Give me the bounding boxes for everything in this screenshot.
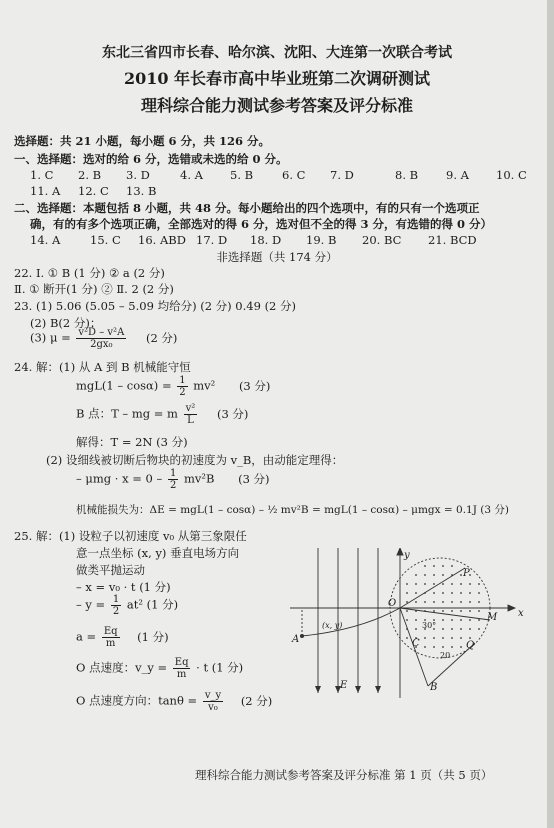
field-dot <box>451 619 453 621</box>
label-E: E <box>340 680 348 691</box>
answer-3: 3. D <box>126 168 150 182</box>
field-dot <box>469 628 471 630</box>
q25-eq3-left: a = <box>76 629 97 644</box>
chord-line <box>400 568 465 608</box>
chord-line <box>400 608 490 620</box>
q23-fraction <box>76 327 126 350</box>
answer-21: 21. BCD <box>428 233 477 247</box>
field-dot <box>460 574 462 576</box>
part2-title-a: 二、选择题：本题包括 8 小题，共 48 分。每小题给出的四个选项中，有的只有一个选项正 <box>14 201 480 215</box>
field-dot <box>451 565 453 567</box>
q25-eq5-den: v₀ <box>208 702 218 713</box>
page-edge <box>547 0 554 828</box>
answer-4: 4. A <box>180 168 203 182</box>
answer-18: 18. D <box>250 233 282 247</box>
q24-eq1 <box>76 375 270 398</box>
q24-eq1-score: (3 分) <box>238 378 271 393</box>
field-dot <box>433 601 435 603</box>
point-A <box>300 634 304 638</box>
q25-eq5-num: v_y <box>204 690 222 701</box>
label-C: C <box>412 638 420 649</box>
field-dot <box>433 646 435 648</box>
field-arrow <box>355 686 361 693</box>
field-dot <box>460 610 462 612</box>
label-x: x <box>518 608 524 619</box>
field-dot <box>460 592 462 594</box>
answer-9: 9. A <box>446 168 469 182</box>
field-dot <box>442 601 444 603</box>
field-dot <box>460 619 462 621</box>
q24-eq2-score: (3 分) <box>216 406 249 421</box>
field-dot <box>442 574 444 576</box>
q23-part3-prefix: (3) μ = <box>30 330 71 345</box>
q25-eq2-left: – y = <box>76 597 106 612</box>
x-axis-arrow <box>508 605 515 611</box>
q25-eq4-den: m <box>176 669 187 680</box>
field-dot <box>415 610 417 612</box>
field-dot <box>469 601 471 603</box>
label-Q: Q <box>466 640 475 651</box>
label-y: y <box>404 550 410 561</box>
field-dot <box>433 565 435 567</box>
q24-eq4-num: 1 <box>169 468 177 479</box>
q24-part2: (2) 设细线被切断后物块的初速度为 v_B，由动能定理得： <box>46 453 344 467</box>
header-line-2: 2010 年长春市高中毕业班第二次调研测试 <box>123 69 431 88</box>
field-dot <box>433 583 435 585</box>
field-dot <box>424 565 426 567</box>
field-dot <box>460 601 462 603</box>
field-dot <box>442 565 444 567</box>
field-dot <box>424 610 426 612</box>
field-dot <box>415 583 417 585</box>
q24-eq1-den: 2 <box>179 387 186 398</box>
field-dot <box>478 619 480 621</box>
field-dot <box>451 610 453 612</box>
q25-eq5 <box>76 690 272 713</box>
q25-eq3-frac <box>102 626 120 649</box>
field-dot <box>442 592 444 594</box>
field-arrow <box>315 686 321 693</box>
q23-part3-score: (2 分) <box>145 330 178 345</box>
q24-head: 24. 解：(1) 从 A 到 B 机械能守恒 <box>14 360 191 374</box>
q24-eq4-left: – μmg · x = 0 – <box>76 471 163 486</box>
field-dot <box>424 646 426 648</box>
header-line-1: 东北三省四市长春、哈尔滨、沈阳、大连第一次联合考试 <box>102 45 452 61</box>
q24-eq2-left: B 点：T – mg = m <box>76 406 178 421</box>
q24-eq1-right: mv² <box>193 378 216 393</box>
field-dot <box>406 637 408 639</box>
q25-eq3 <box>76 626 169 649</box>
field-dot <box>433 637 435 639</box>
field-dot <box>469 583 471 585</box>
page-footer: 理科综合能力测试参考答案及评分标准 第 1 页（共 5 页） <box>195 768 493 782</box>
field-dot <box>424 601 426 603</box>
field-dot <box>424 583 426 585</box>
answer-17: 17. D <box>196 233 228 247</box>
q25-eq3-num: Eq <box>103 626 118 637</box>
field-dot <box>451 646 453 648</box>
q24-eq2-den: L <box>187 415 194 426</box>
field-dot <box>460 637 462 639</box>
field-dot <box>424 574 426 576</box>
q23-line-1: 23. (1) 5.06 (5.05 – 5.09 均给分) (2 分) 0.49 (2 分) <box>14 299 297 313</box>
field-dot <box>451 628 453 630</box>
field-dot <box>451 637 453 639</box>
answer-16: 16. ABD <box>138 233 186 247</box>
answer-15: 15. C <box>90 233 121 247</box>
field-dot <box>442 637 444 639</box>
answer-13: 13. B <box>126 184 157 198</box>
q25-head: 25. 解：(1) 设粒子以初速度 v₀ 从第三象限任 <box>14 529 247 543</box>
q24-eq5: 机械能损失为：ΔE = mgL(1 – cosα) – ½ mv²B = mgL(1 – cosα) – μmgx = 0.1J (3 分) <box>76 504 509 516</box>
y-axis-arrow <box>397 548 403 555</box>
field-dot <box>442 646 444 648</box>
q24-eq4-den: 2 <box>169 480 177 491</box>
field-dot <box>478 628 480 630</box>
answer-11: 11. A <box>30 184 61 198</box>
q25-eq4-frac <box>173 657 191 680</box>
field-dot <box>433 610 435 612</box>
trajectory-curve <box>302 608 400 636</box>
field-dot <box>442 583 444 585</box>
q25-eq5-frac <box>203 690 223 713</box>
q25-eq4-left: O 点速度：v_y = <box>76 660 168 675</box>
q22-line-1: 22. Ⅰ. ① B (1 分) ② a (2 分) <box>14 266 165 280</box>
field-dot <box>424 637 426 639</box>
q25-eq5-left: O 点速度方向：tanθ = <box>76 693 198 708</box>
q25-eq4-num: Eq <box>174 657 189 668</box>
label-O: O <box>388 598 397 609</box>
q24-eq3: 解得：T = 2N (3 分) <box>76 435 188 449</box>
choice-summary: 选择题：共 21 小题，每小题 6 分，共 126 分。 <box>14 134 271 148</box>
q24-eq1-num: 1 <box>179 375 186 386</box>
q22-line-2: Ⅱ. ① 断开(1 分) ② Ⅱ. 2 (2 分) <box>14 282 174 296</box>
field-dot <box>406 610 408 612</box>
field-dot <box>415 628 417 630</box>
field-dot <box>442 610 444 612</box>
q25-head-2: 意一点坐标 (x, y) 垂直电场方向 <box>76 546 240 560</box>
q25-eq2-frac <box>111 594 121 617</box>
field-dot <box>460 646 462 648</box>
q23-line-2: (2) B(2 分)； <box>30 316 102 330</box>
answer-14: 14. A <box>30 233 61 247</box>
q23-denominator: 2gx₀ <box>90 339 113 350</box>
field-dot <box>478 610 480 612</box>
field-dot <box>433 574 435 576</box>
field-dot <box>415 574 417 576</box>
label-20: 20 <box>440 651 451 660</box>
field-dot <box>451 592 453 594</box>
field-dot <box>424 592 426 594</box>
field-dot <box>406 601 408 603</box>
answer-2: 2. B <box>78 168 102 182</box>
q24-eq1-left: mgL(1 – cosα) = <box>76 378 172 393</box>
q24-eq4-frac <box>168 468 178 491</box>
q25-eq1: – x = v₀ · t (1 分) <box>76 580 171 594</box>
field-dot <box>460 583 462 585</box>
answer-10: 10. C <box>496 168 527 182</box>
field-dot <box>442 619 444 621</box>
field-dot <box>451 601 453 603</box>
q24-eq4-score: (3 分) <box>238 471 270 486</box>
field-dot <box>469 610 471 612</box>
field-dot <box>478 592 480 594</box>
label-B: B <box>430 682 438 693</box>
field-dot <box>469 592 471 594</box>
field-dot <box>442 628 444 630</box>
field-dot <box>478 601 480 603</box>
field-dot <box>415 619 417 621</box>
field-dot <box>406 583 408 585</box>
nonchoice-title: 非选择题（共 174 分） <box>216 250 338 264</box>
answer-8: 8. B <box>395 168 419 182</box>
q25-eq2-right: at² (1 分) <box>126 597 179 612</box>
answer-1: 1. C <box>30 168 54 182</box>
part2-title-b: 确，有的有多个选项正确，全部选对的得 6 分，选对但不全的得 3 分，有选错的得 0 分） <box>30 217 493 231</box>
q24-eq2-num: v² <box>185 403 196 414</box>
answer-6: 6. C <box>282 168 306 182</box>
label-angle: 30° <box>422 621 437 630</box>
field-dot <box>406 619 408 621</box>
field-dot <box>406 628 408 630</box>
label-P: P <box>463 568 470 579</box>
field-dot <box>406 592 408 594</box>
q24-eq4-right: mv²B <box>183 471 215 486</box>
field-dot <box>451 583 453 585</box>
field-dot <box>433 592 435 594</box>
q25-eq3-right: (1 分) <box>137 629 169 644</box>
q23-part3 <box>30 327 177 350</box>
q24-eq1-frac <box>177 375 187 398</box>
field-dot <box>415 601 417 603</box>
q25-eq2 <box>76 594 178 617</box>
field-dot <box>469 619 471 621</box>
q25-eq3-den: m <box>105 638 116 649</box>
field-dot <box>469 637 471 639</box>
q25-eq2-num: 1 <box>112 594 120 605</box>
q24-eq2-frac <box>184 403 198 426</box>
label-M: M <box>487 612 498 623</box>
q25-eq5-right: (2 分) <box>240 693 273 708</box>
field-dot <box>460 628 462 630</box>
answer-19: 19. B <box>306 233 337 247</box>
answer-5: 5. B <box>230 168 254 182</box>
q25-eq2-den: 2 <box>112 606 120 617</box>
answer-20: 20. BC <box>362 233 402 247</box>
answer-7: 7. D <box>330 168 354 182</box>
q25-eq4 <box>76 657 243 680</box>
q25-head-3: 做类平抛运动 <box>76 563 145 577</box>
header-line-3: 理科综合能力测试参考答案及评分标准 <box>140 96 413 115</box>
answer-12: 12. C <box>78 184 109 198</box>
q24-eq2 <box>76 403 248 426</box>
field-arrow <box>375 686 381 693</box>
q25-eq4-right: · t (1 分) <box>196 660 244 675</box>
field-dot <box>478 583 480 585</box>
q23-numerator: v²D – v²A <box>78 327 125 338</box>
part1-title: 一、选择题：选对的给 6 分，选错或未选的给 0 分。 <box>14 152 288 166</box>
q24-eq4 <box>76 468 270 491</box>
label-xy: (x, y) <box>322 621 343 630</box>
label-A: A <box>292 634 300 645</box>
field-diagram <box>290 548 530 698</box>
field-dot <box>451 574 453 576</box>
field-dot <box>415 592 417 594</box>
